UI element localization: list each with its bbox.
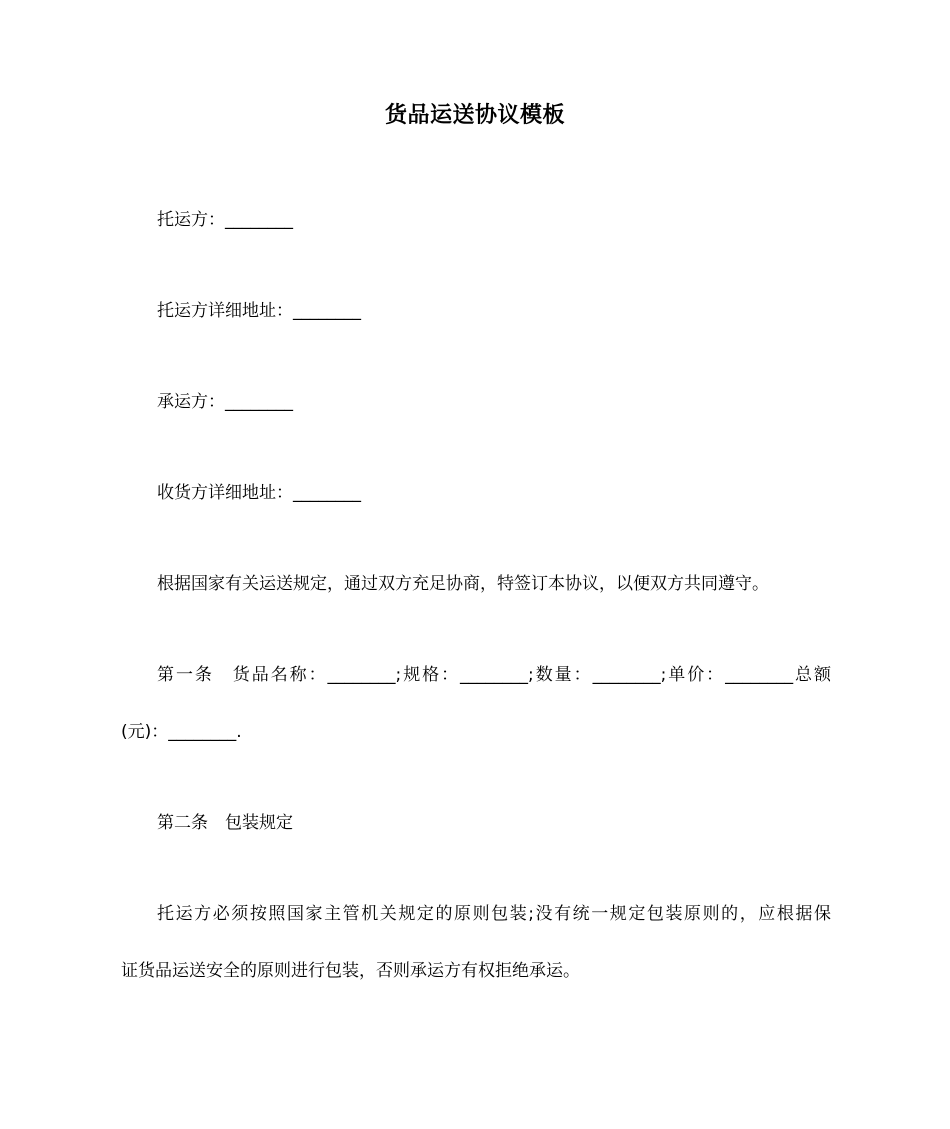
article-1-line-2: (元)：________. bbox=[121, 722, 242, 742]
intro-paragraph: 根据国家有关运送规定，通过双方充足协商，特签订本协议，以便双方共同遵守。 bbox=[157, 574, 769, 594]
shipper-field: 托运方：________ bbox=[157, 210, 293, 230]
article-2-line-1: 托运方必须按照国家主管机关规定的原则包装;没有统一规定包装原则的，应根据保 bbox=[157, 904, 831, 924]
consignee-address-field: 收货方详细地址：________ bbox=[157, 483, 361, 503]
article-2-line-2: 证货品运送安全的原则进行包装，否则承运方有权拒绝承运。 bbox=[121, 961, 580, 981]
article-2-heading: 第二条 包装规定 bbox=[157, 813, 293, 833]
carrier-field: 承运方：________ bbox=[157, 392, 293, 412]
shipper-address-field: 托运方详细地址：________ bbox=[157, 301, 361, 321]
article-1-line-1: 第一条 货品名称：________;规格：________;数量：________;单价：________总额 bbox=[157, 665, 831, 685]
document-title: 货品运送协议模板 bbox=[384, 103, 565, 128]
